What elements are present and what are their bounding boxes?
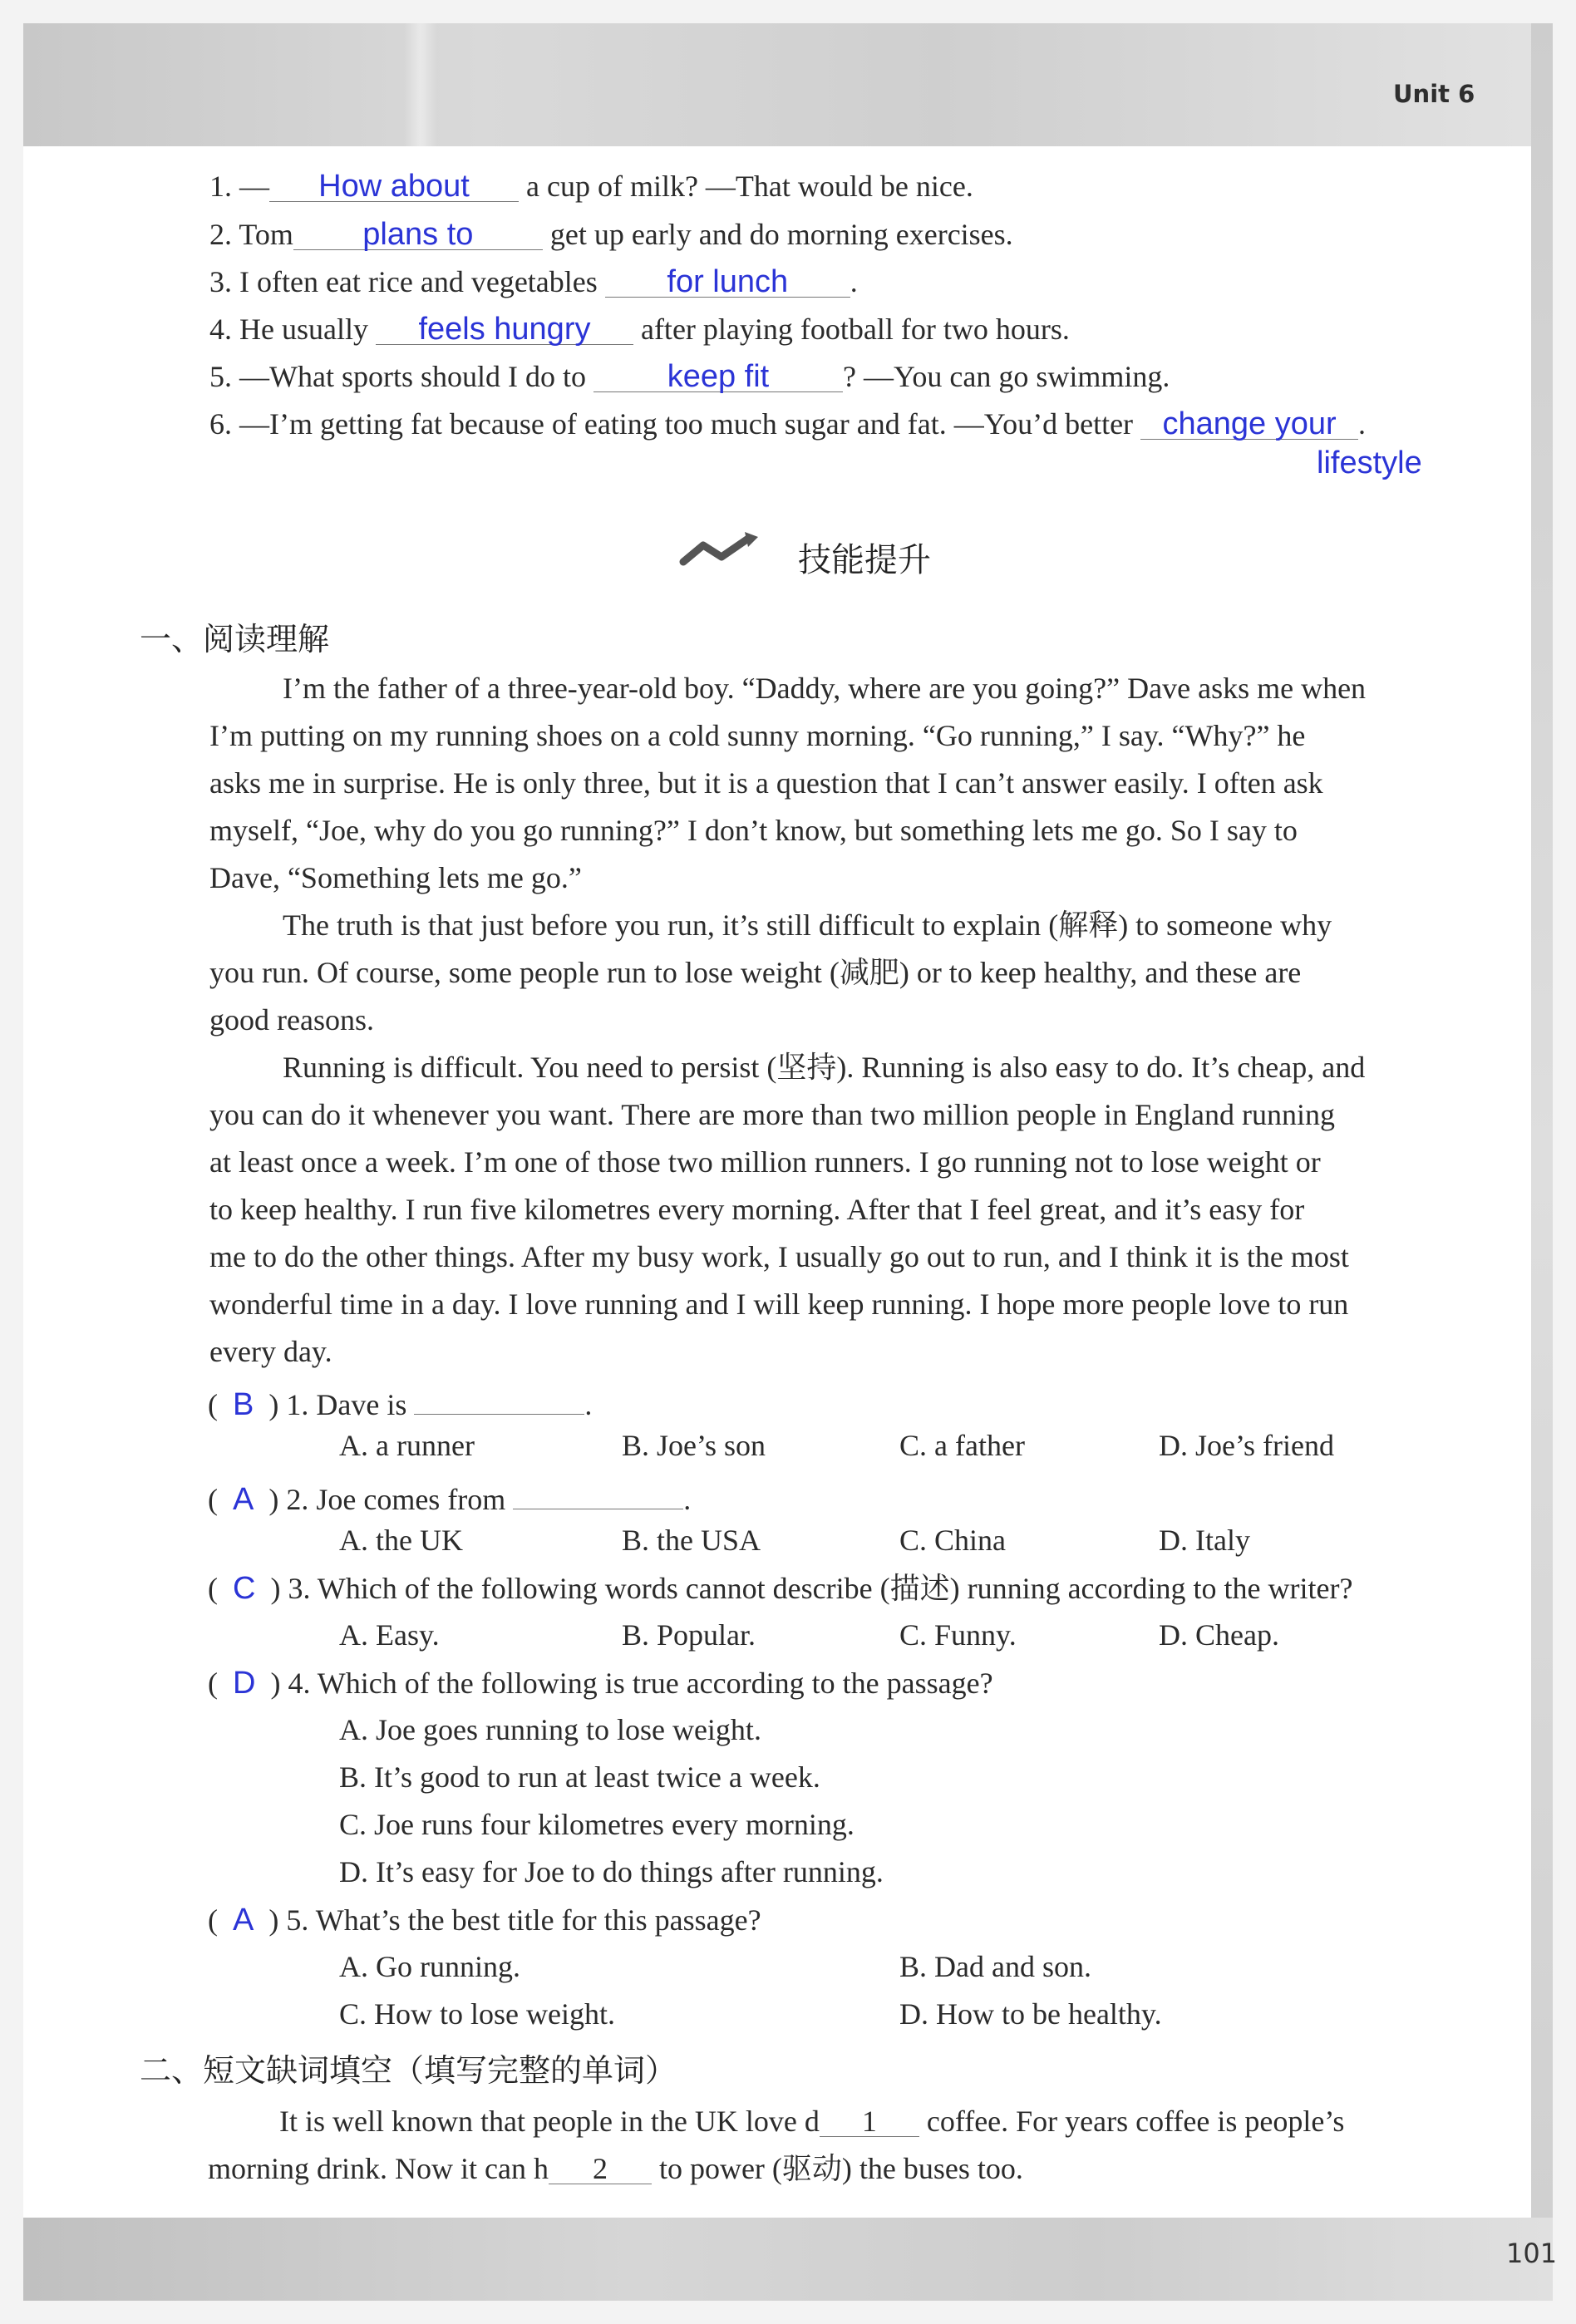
option[interactable]: C. Funny. bbox=[899, 1618, 1017, 1652]
passage-line: myself, “Joe, why do you go running?” I don’t know, but something lets me go. So I say to bbox=[209, 814, 1298, 847]
passage-line: The truth is that just before you run, it’s still difficult to explain (解释) to someone why bbox=[283, 908, 1332, 942]
answer-blank-5[interactable]: keep fit bbox=[593, 358, 843, 392]
option[interactable]: A. Go running. bbox=[339, 1950, 520, 1983]
option[interactable]: B. Joe’s son bbox=[622, 1429, 766, 1462]
option[interactable]: D. Cheap. bbox=[1159, 1618, 1279, 1652]
option[interactable]: D. It’s easy for Joe to do things after running. bbox=[339, 1855, 884, 1888]
question-2-answer[interactable]: A bbox=[233, 1482, 254, 1517]
answer-blank-6[interactable]: change your bbox=[1140, 406, 1358, 440]
page-footer-band bbox=[23, 2218, 1553, 2301]
option[interactable]: A. the UK bbox=[339, 1524, 463, 1557]
option[interactable]: C. China bbox=[899, 1524, 1007, 1557]
question-5: ( A ) 5. What’s the best title for this passage? bbox=[208, 1903, 761, 1937]
answer-blank-6-continued: lifestyle bbox=[1317, 446, 1422, 480]
fill-in-item-1: 1. — How about a cup of milk? —That would be nice. bbox=[209, 169, 973, 204]
question-1-answer[interactable]: B bbox=[233, 1387, 254, 1422]
passage-line: I’m the father of a three-year-old boy. “Daddy, where are you going?” Dave asks me when bbox=[283, 672, 1367, 705]
option[interactable]: C. How to lose weight. bbox=[339, 1997, 615, 2031]
passage-line: wonderful time in a day. I love running and I will keep running. I hope more people love to run bbox=[209, 1288, 1349, 1321]
fill-in-item-6: 6. —I’m getting fat because of eating too much sugar and fat. —You’d better change your . bbox=[209, 406, 1367, 441]
passage-line: you can do it whenever you want. There are more than two million people in England running bbox=[209, 1098, 1335, 1131]
page-edge bbox=[1531, 23, 1553, 2301]
passage-line: to keep healthy. I run five kilometres every morning. After that I feel great, and it’s easy for bbox=[209, 1193, 1305, 1226]
option[interactable]: D. Italy bbox=[1159, 1524, 1250, 1557]
trend-up-icon bbox=[678, 530, 778, 572]
fill-in-item-3: 3. I often eat rice and vegetables for lunch . bbox=[209, 264, 858, 299]
page-header-band bbox=[23, 23, 1553, 146]
passage-line: Running is difficult. You need to persist (坚持). Running is also easy to do. It’s cheap, and bbox=[283, 1051, 1366, 1084]
question-1: ( B ) 1. Dave is . bbox=[208, 1381, 592, 1423]
question-3: ( C ) 3. Which of the following words cannot describe (描述) running according to the writer? bbox=[208, 1571, 1353, 1606]
passage-line: Dave, “Something lets me go.” bbox=[209, 861, 582, 894]
answer-blank-3[interactable]: for lunch bbox=[605, 263, 850, 298]
question-5-answer[interactable]: A bbox=[233, 1903, 254, 1937]
question-4: ( D ) 4. Which of the following is true according to the passage? bbox=[208, 1666, 993, 1701]
cloze-line-1: It is well known that people in the UK love d 1 coffee. For years coffee is people’s bbox=[279, 2105, 1345, 2138]
option[interactable]: A. Easy. bbox=[339, 1618, 440, 1652]
reading-heading: 一、阅读理解 bbox=[140, 621, 330, 657]
cloze-heading: 二、短文缺词填空（填写完整的单词） bbox=[140, 2052, 677, 2089]
fill-in-item-5: 5. —What sports should I do to keep fit ? —You can go swimming. bbox=[209, 359, 1170, 394]
cloze-blank-2[interactable]: 2 bbox=[549, 2150, 652, 2184]
question-2: ( A ) 2. Joe comes from . bbox=[208, 1475, 691, 1518]
option[interactable]: C. a father bbox=[899, 1429, 1025, 1462]
fill-in-item-2: 2. Tom plans to get up early and do morning exercises. bbox=[209, 217, 1013, 252]
page-number: 101 bbox=[1506, 2238, 1558, 2269]
skills-title: 技能提升 bbox=[798, 541, 931, 579]
cloze-blank-1[interactable]: 1 bbox=[820, 2103, 919, 2137]
passage-line: I’m putting on my running shoes on a cold sunny morning. “Go running,” I say. “Why?” he bbox=[209, 719, 1306, 752]
passage-line: asks me in surprise. He is only three, but it is a question that I can’t answer easily. I often ask bbox=[209, 766, 1323, 800]
question-1-blank bbox=[414, 1381, 584, 1415]
question-3-answer[interactable]: C bbox=[233, 1571, 256, 1606]
passage-line: good reasons. bbox=[209, 1003, 374, 1036]
answer-blank-1[interactable]: How about bbox=[269, 168, 519, 202]
option[interactable]: B. Dad and son. bbox=[899, 1950, 1091, 1983]
cloze-line-2: morning drink. Now it can h 2 to power (驱动) the buses too. bbox=[208, 2152, 1023, 2185]
question-2-blank bbox=[513, 1475, 683, 1509]
answer-blank-2[interactable]: plans to bbox=[293, 216, 543, 250]
option[interactable]: B. It’s good to run at least twice a week. bbox=[339, 1760, 820, 1794]
passage-line: every day. bbox=[209, 1335, 332, 1368]
unit-label: Unit 6 bbox=[1393, 80, 1475, 108]
passage-line: at least once a week. I’m one of those two million runners. I go running not to lose weight or bbox=[209, 1145, 1321, 1179]
passage-line: you run. Of course, some people run to lose weight (减肥) or to keep healthy, and these are bbox=[209, 956, 1302, 989]
fill-in-item-4: 4. He usually feels hungry after playing football for two hours. bbox=[209, 312, 1070, 347]
question-4-answer[interactable]: D bbox=[233, 1666, 256, 1701]
option[interactable]: B. the USA bbox=[622, 1524, 761, 1557]
option[interactable]: A. Joe goes running to lose weight. bbox=[339, 1713, 761, 1746]
answer-blank-4[interactable]: feels hungry bbox=[376, 311, 633, 345]
option[interactable]: C. Joe runs four kilometres every morning. bbox=[339, 1808, 854, 1841]
option[interactable]: D. How to be healthy. bbox=[899, 1997, 1162, 2031]
option[interactable]: B. Popular. bbox=[622, 1618, 756, 1652]
option[interactable]: A. a runner bbox=[339, 1429, 475, 1462]
passage-line: me to do the other things. After my busy work, I usually go out to run, and I think it is the most bbox=[209, 1240, 1349, 1273]
option[interactable]: D. Joe’s friend bbox=[1159, 1429, 1334, 1462]
